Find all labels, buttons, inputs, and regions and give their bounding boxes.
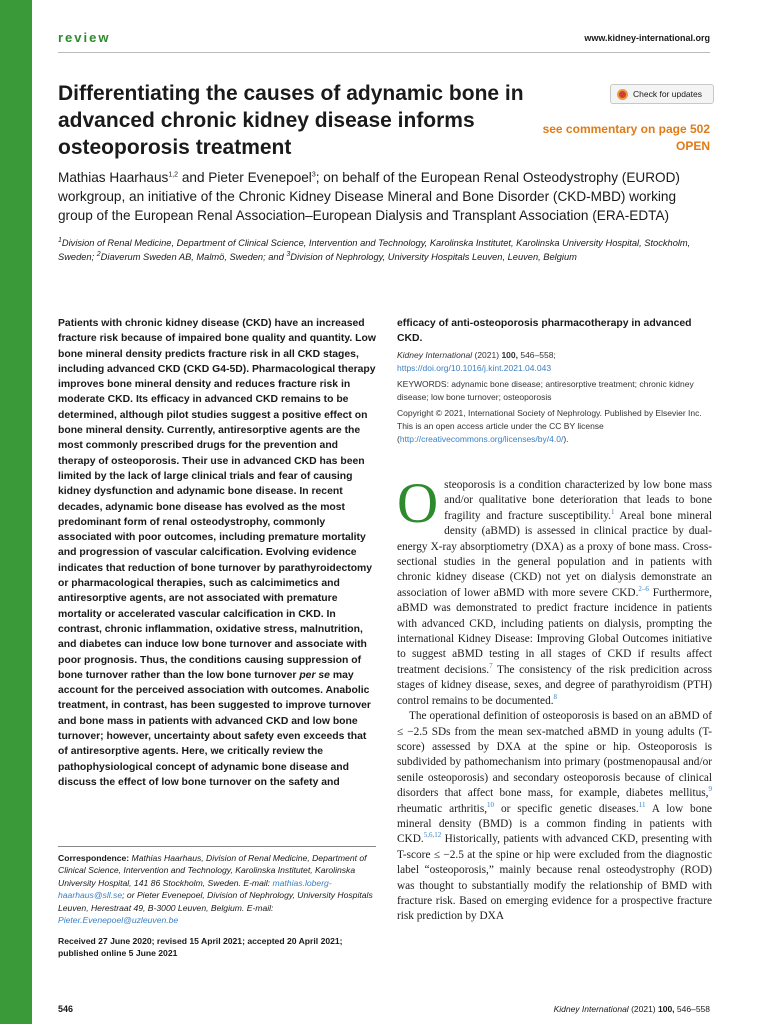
reference-link[interactable]: 9 <box>708 785 712 794</box>
body-paragraph <box>397 709 712 925</box>
reference-link[interactable]: 7 <box>489 662 493 671</box>
drop-cap: O <box>397 472 439 535</box>
affiliation-ref: 3 <box>311 171 316 179</box>
affiliation-number: 2 <box>96 250 101 258</box>
correspondence-label: Correspondence: <box>58 853 130 863</box>
footer-pages: 546–558 <box>674 1004 710 1014</box>
page-number: 546 <box>58 1004 74 1014</box>
article-metadata <box>397 349 712 449</box>
correspondence-divider <box>58 846 376 847</box>
received-dates: Received 27 June 2020; revised 15 April 2021; accepted 20 April 2021; published online 5 June 2021 <box>58 936 343 959</box>
body-text: A low bone mineral density (BMD) is a common finding in patients with CKD. <box>397 802 713 846</box>
reference-link[interactable]: 10 <box>487 800 495 809</box>
affiliation-text: Division of Nephrology, University Hospitals Leuven, Leuven, Belgium <box>290 252 577 262</box>
citation-pages: 546–558; <box>517 350 556 360</box>
article-title: Differentiating the causes of adynamic bone in advanced chronic kidney disease informs osteoporosis treatment <box>58 82 524 159</box>
affiliation-number: 1 <box>58 236 62 244</box>
copyright-end: ). <box>563 433 569 444</box>
citation-volume: 100, <box>501 350 518 360</box>
affiliation-number: 3 <box>286 250 291 258</box>
affiliation-text: Division of Renal Medicine, Department of Clinical Science, Intervention and Technology, Karolinska Institutet, Karolinska University Hospital, Stockholm, Sweden; <box>58 238 691 262</box>
citation <box>397 349 712 374</box>
reference-link[interactable]: 2–6 <box>638 585 649 594</box>
author-group: ; on behalf of the European Renal Osteodystrophy (EUROD) workgroup, an initiative of the Chronic Kidney Disease Mineral and Bone Disorder (CKD-MBD) working group of the European Renal Association–European Dialysis and Transplant Association (ERA-EDTA) <box>58 170 680 223</box>
crossmark-icon <box>617 89 628 100</box>
body-text: The consistency of the risk predicition across stages of kidney disease, sexes, and degree of parathyroidism (PTH) control remains to be documented. <box>397 663 712 707</box>
green-side-bar <box>0 0 32 1024</box>
article-page <box>58 0 713 1024</box>
abstract <box>58 316 376 790</box>
author-conjunction: and <box>178 170 209 185</box>
correspondence-text: ; or Pieter Evenepoel, Division of Nephrology, University Hospitals Leuven, Herestraat 49, B-3000 Leuven, Belgium. E-mail: <box>58 890 373 913</box>
body-text: rheumatic arthritis, <box>397 802 488 815</box>
author-list <box>58 168 713 225</box>
body-text: The operational definition of osteoporosis is based on an aBMD of ≤ −2.5 SDs from the mean sex-matched aBMD in young adults (T-score) assessed by DXA at the spine or hip. Osteoporosis is subdivided by pathomechanism into primary (postmenopausal and/or senile osteoporosis) and secondary osteoporosis because of clinical disorders that affect bone mass, for example, diabetes mellitus, <box>397 710 712 800</box>
journal-url[interactable]: www.kidney-international.org <box>584 33 710 43</box>
footer-year: (2021) <box>628 1004 658 1014</box>
commentary-link[interactable]: see commentary on page 502 <box>542 122 710 136</box>
email-link[interactable]: mathias.loberg-haarhaus@sll.se <box>58 877 332 901</box>
body-text: Historically, patients with advanced CKD, presenting with T-score ≤ −2.5 at the spine or hip were excluded from the diagnostic label “osteoporosis,” mainly because renal osteodystrophy (ROD) was thought to substantially modify the relationship of BMD with fracture risk. Based on emerging evidence for a prospective fracture risk prediction by DXA <box>397 833 712 923</box>
body-text: Furthermore, aBMD was demonstrated to predict fracture incidence in patients with advanced CKD, including patients on dialysis, prompting the international Kidney Disease: Improving Global Outcomes initiative to suggest aBMD testing in all stages of CKD if results affect treatment decisions. <box>397 586 713 676</box>
abstract-emphasis: per se <box>299 669 330 681</box>
affiliation-ref: 1,2 <box>168 171 179 179</box>
copyright <box>397 407 712 445</box>
affiliation-text: Diaverum Sweden AB, Malmö, Sweden; and <box>100 252 287 262</box>
open-access-label: OPEN <box>675 139 710 153</box>
reference-link[interactable]: 11 <box>638 800 646 809</box>
body-text: steoporosis is a condition characterized by low bone mass and/or qualitative bone deterioration that leads to bone fragility and fracture susceptibility. <box>444 479 712 522</box>
abstract-continuation: efficacy of anti-osteoporosis pharmacotherapy in advanced CKD. <box>397 318 692 345</box>
affiliations <box>58 236 713 264</box>
correspondence-text: Mathias Haarhaus, Division of Renal Medicine, Department of Clinical Science, Intervention and Technology, Karolinska Institutet, Karolinska University Hospital, 141 86 Stockholm, Sweden. E-mail: <box>58 853 367 888</box>
body-text: Areal bone mineral density (aBMD) is assessed in clinical practice by dual-energy X-ray absorptiometry (DXA) as a proxy of bone mass. Cross-sectional studies in the general population and in patients with chronic kidney disease (CKD) not yet on dialysis demonstrate an association of lower aBMD with more severe CKD. <box>397 509 712 599</box>
section-tag: review <box>58 30 111 45</box>
doi-link[interactable]: https://doi.org/10.1016/j.kint.2021.04.043 <box>397 362 552 373</box>
author-name[interactable]: Pieter Evenepoel <box>208 170 312 185</box>
check-for-updates-button[interactable] <box>610 84 714 104</box>
header-divider <box>58 52 710 53</box>
article-body <box>397 472 713 925</box>
citation-journal: Kidney International <box>397 350 473 360</box>
license-link[interactable]: http://creativecommons.org/licenses/by/4.0/ <box>399 433 564 444</box>
abstract-text: may account for the perceived association with outcomes. Anabolic treatment, in contrast, has been suggested to improve turnover and bone mass in patients with advanced CKD and low bone turnover; however, uncertainty about safety even exceeds that of antiresorptive agents. Here, we critically review the pathophysiological concept of adynamic bone disease and discuss the effect of low bone turnover on the safety and <box>58 669 371 788</box>
check-for-updates-label: Check for updates <box>633 89 702 99</box>
reference-link[interactable]: 8 <box>553 692 558 701</box>
abstract-text: Patients with chronic kidney disease (CKD) have an increased fracture risk because of impaired bone quality and quantity. Low bone mineral density predicts fracture risk in all CKD stages, including advanced CKD (CKD G4-5D). Pharmacological therapy improves bone mineral density and reduces fracture risk in moderate CKD. Its efficacy in advanced CKD remains to be determined, although pilot studies suggest a positive effect on bone mineral density. Currently, antiresorptive agents are the most commonly prescribed drugs for the prevention and therapy of osteoporosis. Their use in advanced CKD has been limited by the lack of large clinical trials and fear of causing kidney dysfunction and adynamic bone disease. In recent decades, adynamic bone disease has evolved as the most predominant form of renal osteodystrophy, commonly associated with poor outcomes, including premature mortality and progression of vascular calcification. Evolving evidence indicates that reduction of bone turnover by parathyroidectomy or pharmacological therapies, such as calcimimetics and antiresorptive agents, are not associated with premature mortality or accelerated vascular calcification in CKD. In contrast, chronic inflammation, oxidative stress, malnutrition, and diabetes can induce low bone turnover and associate with poor prognosis. Thus, the conditions causing suppression of bone turnover rather than the low bone turnover <box>58 318 376 681</box>
correspondence <box>58 852 376 926</box>
reference-link[interactable]: 1 <box>610 508 615 517</box>
copyright-text: Copyright © 2021, International Society of Nephrology. Published by Elsevier Inc. This is an open access article under the CC BY license ( <box>397 408 702 444</box>
keywords: KEYWORDS: adynamic bone disease; antiresorptive treatment; chronic kidney disease; low bone turnover; osteoporosis <box>397 379 694 402</box>
citation-year: (2021) <box>472 350 502 360</box>
author-name[interactable]: Mathias Haarhaus <box>58 170 169 185</box>
footer-journal: Kidney International <box>553 1004 629 1014</box>
email-link[interactable]: Pieter.Evenepoel@uzleuven.be <box>58 915 179 926</box>
body-text: or specific genetic diseases. <box>494 802 639 815</box>
reference-link[interactable]: 5,6,12 <box>423 831 442 840</box>
footer-citation <box>554 1004 710 1014</box>
footer-volume: 100, <box>658 1004 675 1014</box>
body-paragraph <box>397 472 713 709</box>
